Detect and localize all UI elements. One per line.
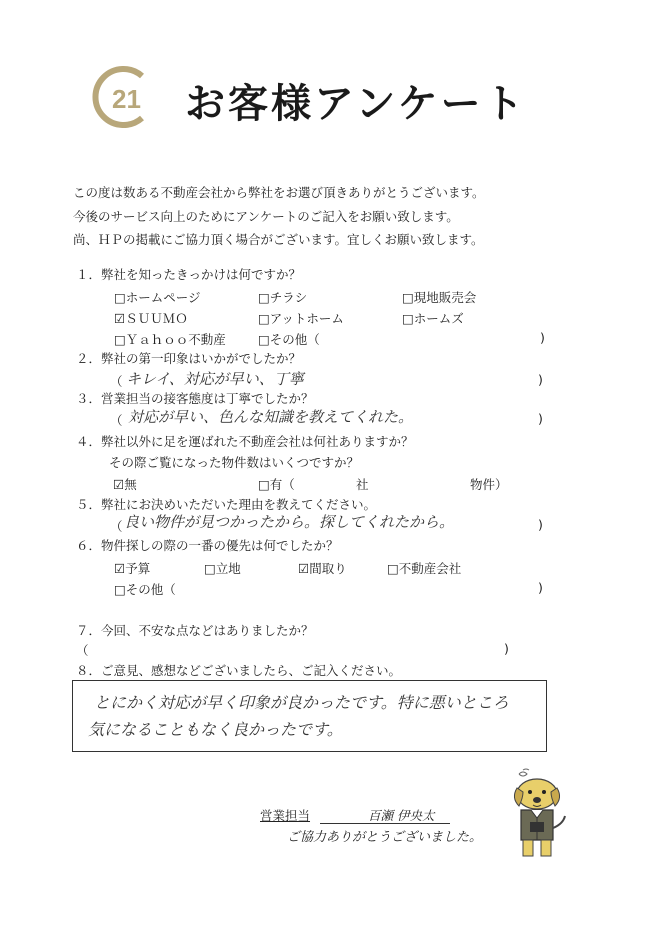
q3-close-paren: ) (538, 411, 543, 426)
q6-close-paren: ) (538, 580, 543, 595)
q4-sublabel: その際ご覧になった物件数はいくつですか？ (109, 455, 360, 470)
q4-option-none[interactable]: ☑無 (113, 477, 137, 492)
q8-label: ８．ご意見、感想などございましたら、ご記入ください。 (76, 663, 402, 678)
q1-option-flyer[interactable]: □チラシ (258, 290, 308, 305)
q6-label: ６．物件探しの際の一番の優先は何でしたか？ (76, 538, 339, 553)
q3-answer[interactable]: 対応が早い、色んな知識を教えてくれた。 (128, 408, 414, 426)
q6-option-other[interactable]: □その他（ (114, 582, 176, 597)
q1-label: １．弊社を知ったきっかけは何ですか？ (76, 267, 302, 282)
q3-label: ３．営業担当の接客態度は丁寧でしたか？ (76, 391, 314, 406)
staff-name: 百瀬 伊央太 (368, 808, 435, 823)
staff-underline (320, 823, 450, 824)
dog-mascot-illustration (505, 768, 569, 860)
q7-label: ７．今回、不安な点などはありましたか？ (76, 623, 314, 638)
century21-logo (90, 62, 160, 132)
q6-option-layout[interactable]: ☑間取り (298, 561, 347, 576)
q1-option-suumo[interactable]: ☑ＳＵＵＭＯ (114, 311, 188, 326)
q4-label: ４．弊社以外に足を運ばれた不動産会社は何社ありますか？ (76, 434, 414, 449)
q4-unit-company: 社 (356, 477, 369, 492)
q2-answer[interactable]: キレイ、対応が早い、丁寧 (126, 370, 304, 388)
q6-option-location[interactable]: □立地 (204, 561, 241, 576)
staff-label: 営業担当 (260, 808, 311, 823)
q3-open-paren: （ (110, 413, 123, 428)
thanks-message: ご協力ありがとうございました。 (287, 830, 483, 845)
q8-comment-line-2: 気になることもなく良かったです。 (88, 720, 343, 739)
q5-close-paren: ) (538, 517, 543, 532)
q4-option-yes[interactable]: □有（ (258, 477, 295, 492)
q4-unit-property: 物件） (470, 477, 508, 492)
intro-line-2: 今後のサービス向上のためにアンケートのご記入をお願い致します。 (73, 209, 459, 224)
q5-label: ５．弊社にお決めいただいた理由を教えてください。 (76, 497, 377, 512)
q1-option-homes[interactable]: □ホームズ (402, 311, 464, 326)
q8-comment-line-1: とにかく対応が早く印象が良かったです。特に悪いところ (94, 693, 509, 712)
q5-answer[interactable]: 良い物件が見つかったから。探してくれたから。 (124, 513, 455, 531)
q6-option-agency[interactable]: □不動産会社 (387, 561, 462, 576)
q2-close-paren: ) (538, 372, 543, 387)
q1-option-yahoo[interactable]: □Ｙａｈｏｏ不動産 (114, 332, 226, 347)
q1-option-homepage[interactable]: □ホームページ (114, 290, 201, 305)
q7-open-paren: （ (76, 643, 89, 658)
q1-option-athome[interactable]: □アットホーム (258, 311, 344, 326)
q6-option-budget[interactable]: ☑予算 (114, 561, 151, 576)
logo-text: 21 (112, 84, 141, 114)
q7-close-paren: ) (504, 641, 509, 656)
intro-line-3: 尚、ＨＰの掲載にご協力頂く場合がございます。宜しくお願い致します。 (73, 232, 484, 247)
q2-label: ２．弊社の第一印象はいかがでしたか？ (76, 351, 302, 366)
q2-open-paren: （ (110, 374, 123, 389)
q5-open-paren: （ (110, 519, 123, 534)
q1-option-other[interactable]: □その他（ (258, 332, 320, 347)
q1-option-open-house[interactable]: □現地販売会 (402, 290, 477, 305)
q1-close-paren: ) (540, 330, 545, 345)
intro-line-1: この度は数ある不動産会社から弊社をお選び頂きありがとうございます。 (73, 185, 485, 200)
page-title: お客様アンケート (185, 81, 527, 127)
